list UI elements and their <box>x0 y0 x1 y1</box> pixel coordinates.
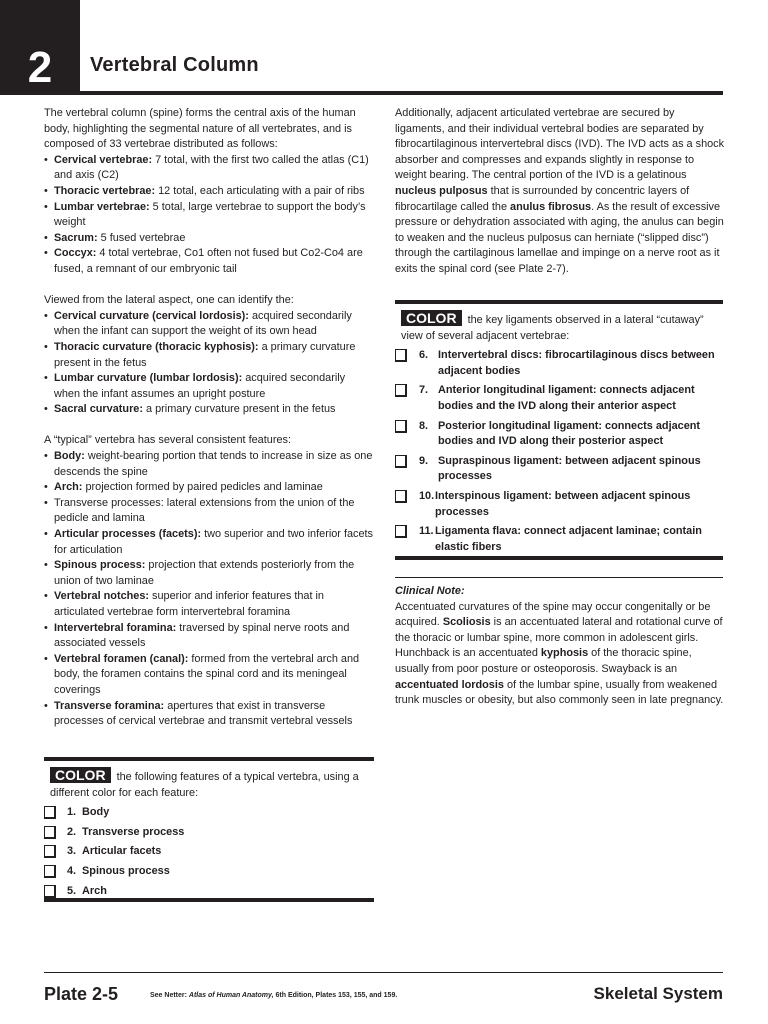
item-number: 10. <box>419 489 435 502</box>
checklist-item <box>44 825 374 841</box>
term: Arch: <box>54 481 83 494</box>
chapter-number: 2 <box>0 0 80 95</box>
text-run: Additionally, adjacent articulated vertebrae are secured by ligaments, and their individual vertebral bodies are separated by fibrocartilaginous intervertebral discs (IVD). The IVD acts as a shock absorber and compresses and expands slightly in response to weight bearing. The central portion of the IVD is a gelatinous <box>395 107 725 182</box>
definition: traversed by spinal nerve roots and associated vessels <box>54 621 350 650</box>
list-item <box>44 699 374 730</box>
list-item <box>44 153 374 184</box>
term: Cervical curvature (cervical lordosis): <box>54 309 249 322</box>
title-rule <box>80 91 723 95</box>
instruction-text: the key ligaments observed in a lateral “cutaway” view of several adjacent vertebrae: <box>401 314 704 342</box>
term: Articular processes (facets): <box>54 528 202 541</box>
checklist-item <box>44 864 374 880</box>
term: Spinous process: <box>54 559 146 572</box>
item-number: 8. <box>419 419 429 432</box>
definition: 12 total, each articulating with a pair of ribs <box>155 184 365 197</box>
item-number: 11. <box>419 525 434 538</box>
list-item <box>44 621 374 652</box>
instruction-text: the following features of a typical vertebra, using a different color for each feature: <box>50 771 359 799</box>
item-number: 5. <box>67 884 77 897</box>
netter-reference <box>150 992 397 999</box>
definition: projection that extends posteriorly from the union of two laminae <box>54 559 355 587</box>
list-item <box>44 402 374 418</box>
checklist-item <box>44 844 374 860</box>
color-panel-ligaments <box>395 300 723 560</box>
checkbox[interactable] <box>44 806 56 819</box>
panel-instruction <box>44 761 374 803</box>
definition: apertures that exist in transverse processes of cervical vertebrae and transmit vertebral vessels <box>54 699 353 728</box>
clinical-divider <box>395 577 723 578</box>
text-run: is an accentuated lateral and rotational curve of the thoracic or lumbar spine, more common in adolescent girls. Hunchback is an accentuated <box>395 616 723 660</box>
item-label: Interspinous ligament: between adjacent spinous processes <box>435 489 691 518</box>
definition: 7 total, with the first two called the atlas (C1) and axis (C2) <box>54 153 369 182</box>
item-label: Ligamenta flava: connect adjacent laminae; contain elastic fibers <box>435 525 702 553</box>
term: Thoracic vertebrae: <box>54 184 156 197</box>
item-number: 9. <box>419 454 429 467</box>
list-item <box>44 589 374 620</box>
list-item <box>44 480 374 496</box>
term: Thoracic curvature (thoracic kyphosis): <box>54 340 259 353</box>
bold-term: nucleus pulposus <box>395 184 488 197</box>
item-label: Body <box>82 806 110 819</box>
intro-paragraph: The vertebral column (spine) forms the central axis of the human body, highlighting the segmental nature of all vertebrates, and is composed of 33 vertebrae distributed as follows: <box>44 107 356 151</box>
definition: 5 fused vertebrae <box>97 231 186 244</box>
checkbox[interactable] <box>395 384 407 397</box>
definition: a primary curvature present in the fetus <box>143 403 336 416</box>
list-item <box>44 527 374 558</box>
text-run: Accentuated curvatures of the spine may occur congenitally or be acquired. <box>395 600 711 629</box>
left-column <box>44 106 374 730</box>
feature-list <box>44 449 374 730</box>
typical-intro: A “typical” vertebra has several consistent features: <box>44 434 291 447</box>
checkbox[interactable] <box>44 826 56 839</box>
term: Cervical vertebrae: <box>54 153 153 166</box>
item-label: Transverse process <box>82 825 185 838</box>
ivd-paragraph <box>395 106 725 278</box>
checkbox[interactable] <box>395 455 407 468</box>
section-name: Skeletal System <box>593 984 723 1003</box>
term: Transverse foramina: <box>54 699 165 712</box>
definition: superior and inferior features that in articulated vertebrae form intervertebral foramina <box>54 590 324 618</box>
item-label: Intervertebral discs: fibrocartilaginous discs between adjacent bodies <box>438 349 715 377</box>
checklist-item <box>395 383 723 414</box>
color-panel-features <box>44 757 374 902</box>
bold-term: anulus fibrosus <box>510 200 592 213</box>
bold-term: accentuated lordosis <box>395 678 504 691</box>
plate-number: Plate 2-5 <box>44 984 119 1004</box>
text-run: of the thoracic spine, usually from poor posture or osteoporosis. Swayback is an <box>395 647 692 675</box>
list-item <box>44 652 374 699</box>
checklist-item <box>44 805 374 821</box>
checkbox[interactable] <box>395 349 407 362</box>
right-column <box>395 106 725 278</box>
term: Body: <box>54 450 85 463</box>
text-run: of the lumbar spine, usually from weakened trunk muscles or obesity, but also commonly seen in late pregnancy. <box>395 678 724 707</box>
region-list <box>44 153 374 278</box>
color-tag: COLOR <box>401 310 462 326</box>
checkbox[interactable] <box>44 865 56 878</box>
item-label: Supraspinous ligament: between adjacent spinous processes <box>438 454 701 483</box>
term: Lumbar curvature (lumbar lordosis): <box>54 372 243 385</box>
definition: 4 total vertebrae, Co1 often not fused but Co2-Co4 are fused, a remnant of our embryonic tail <box>54 247 363 275</box>
ligament-checklist <box>395 348 723 555</box>
clinical-note <box>395 584 725 709</box>
list-item <box>44 371 374 402</box>
bold-term: Scoliosis <box>442 616 491 629</box>
list-item <box>44 246 374 277</box>
checklist-item <box>395 419 723 450</box>
definition: acquired secondarily when the infant assumes an upright posture <box>54 372 346 400</box>
checklist-item <box>395 454 723 485</box>
feature-checklist <box>44 805 374 899</box>
list-item <box>44 496 374 527</box>
checkbox[interactable] <box>395 420 407 433</box>
item-label: Spinous process <box>82 864 170 877</box>
text-run: 6th Edition, Plates 153, 155, and 159. <box>273 992 398 999</box>
term: Sacrum: <box>54 231 98 244</box>
checkbox[interactable] <box>44 845 56 858</box>
checklist-item <box>395 348 723 379</box>
checkbox[interactable] <box>44 885 56 898</box>
clinical-heading: Clinical Note: <box>395 585 465 597</box>
definition: a primary curvature present in the fetus <box>54 340 356 369</box>
term: Vertebral foramen (canal): <box>54 652 189 665</box>
definition: two superior and two inferior facets for articulation <box>54 528 374 556</box>
item-number: 1. <box>67 806 77 819</box>
text-run: that is surrounded by concentric layers of fibrocartilage called the <box>395 184 690 213</box>
list-item <box>44 558 374 589</box>
panel-instruction <box>395 304 723 346</box>
checkbox[interactable] <box>395 490 407 503</box>
item-number: 2. <box>67 825 77 838</box>
term: Sacral curvature: <box>54 403 143 416</box>
item-label: Anterior longitudinal ligament: connects adjacent bodies and the IVD along their anterior aspect <box>438 384 695 412</box>
item-label: Articular facets <box>82 845 162 858</box>
term: Vertebral notches: <box>54 590 150 603</box>
term: Coccyx: <box>54 247 97 260</box>
term: Lumbar vertebrae: <box>54 200 150 213</box>
list-item <box>44 449 374 480</box>
list-item <box>44 184 374 200</box>
color-tag: COLOR <box>50 767 111 783</box>
definition: Transverse processes: lateral extensions from the union of the pedicle and lamina <box>54 496 355 525</box>
item-number: 6. <box>419 349 429 362</box>
checklist-item <box>395 524 723 555</box>
term: Intervertebral foramina: <box>54 621 177 634</box>
footer-rule <box>44 972 723 973</box>
definition: weight-bearing portion that tends to increase in size as one descends the spine <box>54 450 373 478</box>
item-number: 7. <box>419 384 429 397</box>
checkbox[interactable] <box>395 525 407 538</box>
text-run: . As the result of excessive pressure or dehydration associated with aging, the anulus can begin to weaken and the nucleus pulposus can herniate (“slipped disc”) through the cartilaginous lamellae and impinge on a nerve root as it exits the spinal cord (see Plate 2-7). <box>395 200 724 275</box>
checklist-item <box>44 884 374 900</box>
item-number: 4. <box>67 864 77 877</box>
definition: formed from the vertebral arch and body, the foramen contains the spinal cord and its meningeal coverings <box>54 652 360 696</box>
item-number: 3. <box>67 845 77 858</box>
definition: 5 total, large vertebrae to support the body’s weight <box>54 200 366 229</box>
item-label: Posterior longitudinal ligament: connects adjacent bodies and IVD along their posterior aspect <box>438 419 701 448</box>
bold-term: kyphosis <box>540 647 589 660</box>
definition: projection formed by paired pedicles and laminae <box>82 481 323 494</box>
item-label: Arch <box>82 884 107 897</box>
list-item <box>44 340 374 371</box>
lateral-intro: Viewed from the lateral aspect, one can identify the: <box>44 294 294 307</box>
text-run: See Netter: <box>150 992 189 999</box>
list-item <box>44 231 374 247</box>
book-title: Atlas of Human Anatomy, <box>188 992 274 999</box>
list-item <box>44 309 374 340</box>
list-item <box>44 200 374 231</box>
page-title: Vertebral Column <box>90 54 259 76</box>
clinical-text <box>395 600 725 709</box>
definition: acquired secondarily when the infant can support the weight of its own head <box>54 309 352 338</box>
curvature-list <box>44 309 374 418</box>
checklist-item <box>395 489 723 520</box>
